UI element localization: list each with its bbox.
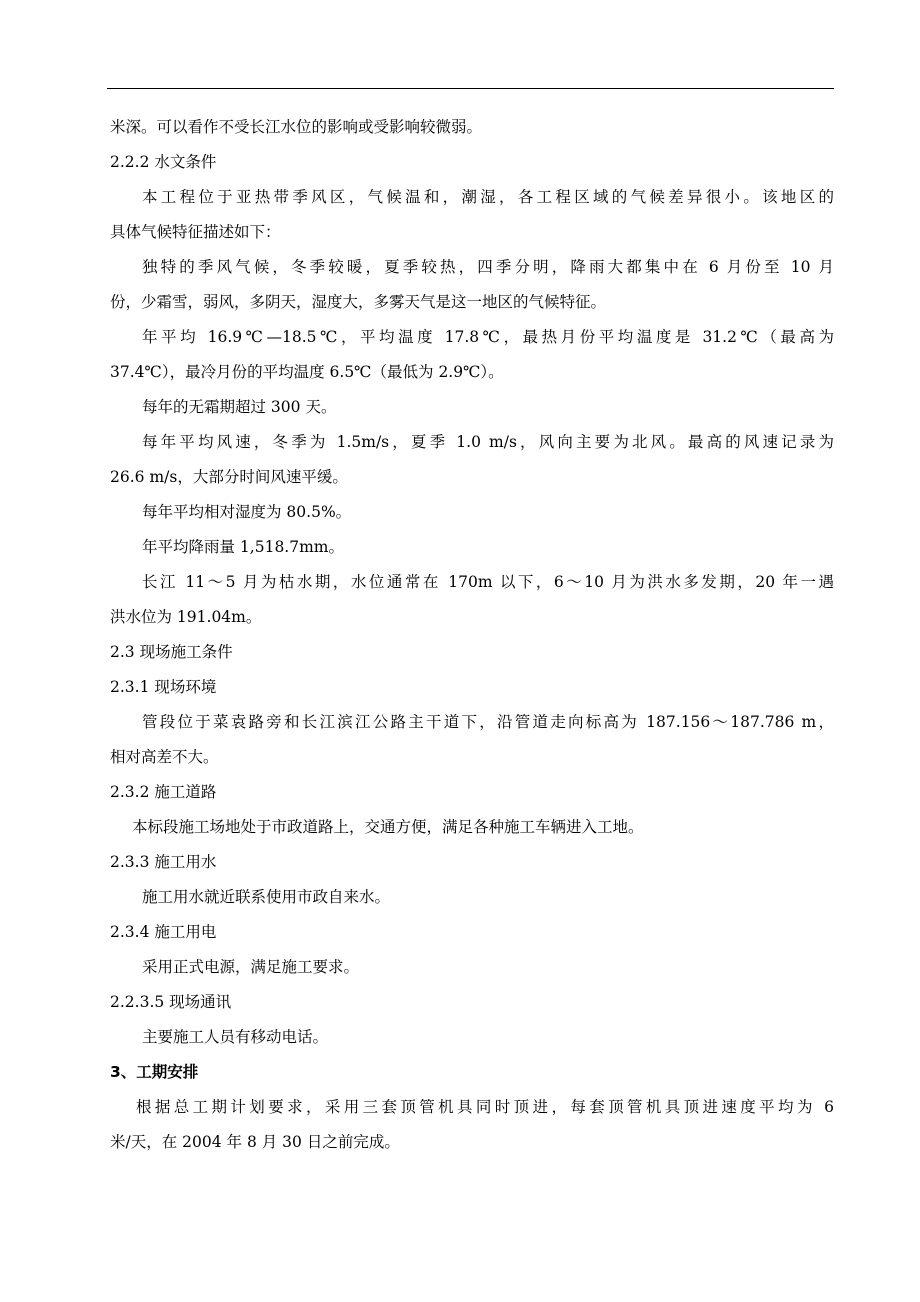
paragraph-line: 米/天，在 2004 年 8 月 30 日之前完成。 [110,1133,400,1151]
paragraph-line: 米深。可以看作不受长江水位的影响或受影响较微弱。 [110,118,483,136]
paragraph-line: 洪水位为 191.04m。 [110,608,262,626]
subsection-heading: 2.3.2 施工道路 [110,783,217,801]
paragraph-line: 份，少霜雪，弱风，多阴天，湿度大，多雾天气是这一地区的气候特征。 [110,293,607,311]
paragraph-line: 26.6 m/s，大部分时间风速平缓。 [110,468,348,486]
paragraph-line: 主要施工人员有移动电话。 [142,1028,329,1046]
paragraph-line: 本工程位于亚热带季风区，气候温和，潮湿，各工程区域的气候差异很小。该地区的 [142,188,834,206]
paragraph-line: 每年平均相对湿度为 80.5%。 [142,503,352,521]
paragraph-line: 年平均降雨量 1,518.7mm。 [142,538,344,556]
paragraph-line: 独特的季风气候，冬季较暖，夏季较热，四季分明，降雨大都集中在 6 月份至 10 月 [142,258,834,276]
section-heading: 2.3 现场施工条件 [110,643,233,661]
section-heading: 2.2.2 水文条件 [110,153,217,171]
subsection-heading: 2.3.4 施工用电 [110,923,217,941]
paragraph-line: 相对高差不大。 [110,748,219,766]
paragraph-line: 本标段施工场地处于市政道路上，交通方便，满足各种施工车辆进入工地。 [132,818,644,836]
chapter-heading: 3、工期安排 [110,1063,199,1081]
paragraph-line: 具体气候特征描述如下： [110,223,281,241]
subsection-heading: 2.2.3.5 现场通讯 [110,993,232,1011]
subsection-heading: 2.3.1 现场环境 [110,678,217,696]
paragraph-line: 年平均 16.9℃—18.5℃，平均温度 17.8℃，最热月份平均温度是 31.2℃（最高为 [142,328,834,346]
paragraph-line: 37.4℃），最冷月份的平均温度 6.5℃（最低为 2.9℃）。 [110,363,504,381]
subsection-heading: 2.3.3 施工用水 [110,853,217,871]
paragraph-line: 根据总工期计划要求，采用三套顶管机具同时顶进，每套顶管机具顶进速度平均为 6 [136,1098,834,1116]
paragraph-line: 管段位于菜袁路旁和长江滨江公路主干道下，沿管道走向标高为 187.156～187.786 m， [142,713,834,731]
header-rule [107,88,834,89]
paragraph-line: 长江 11～5 月为枯水期，水位通常在 170m 以下，6～10 月为洪水多发期，20 年一遇 [142,573,834,591]
document-body [110,110,834,1160]
paragraph-line: 施工用水就近联系使用市政自来水。 [142,888,391,906]
paragraph-line: 采用正式电源，满足施工要求。 [142,958,360,976]
paragraph-line: 每年的无霜期超过 300 天。 [142,398,337,416]
paragraph-line: 每年平均风速，冬季为 1.5m/s，夏季 1.0 m/s，风向主要为北风。最高的风速记录为 [142,433,834,451]
